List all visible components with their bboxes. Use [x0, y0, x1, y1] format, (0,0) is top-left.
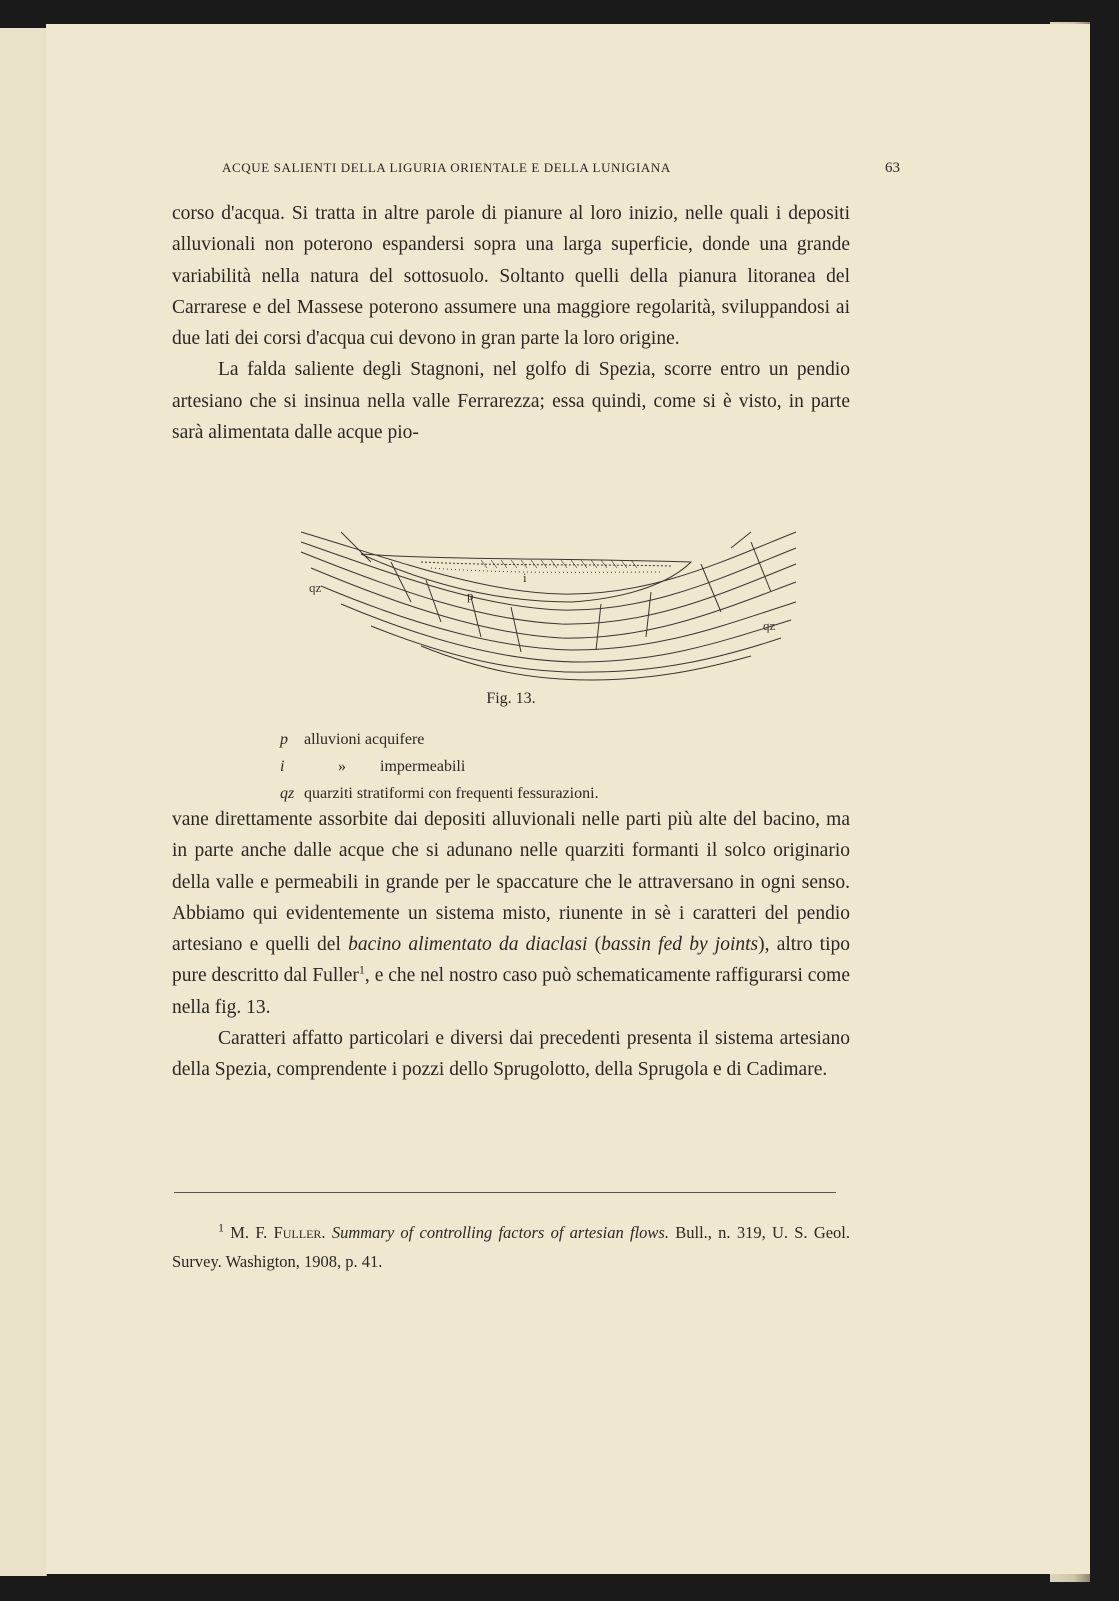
impermeable-lens — [431, 568, 661, 572]
legend-row — [280, 726, 840, 753]
hatch-line — [481, 560, 637, 568]
footnote-marker: 1 — [218, 1220, 224, 1235]
paragraph-3-italic-2: bassin fed by joints — [601, 934, 759, 956]
footnote-reference[interactable]: 1 — [358, 962, 365, 977]
stratum-line — [301, 532, 796, 594]
paragraph-3-text-a: vane direttamente assorbite dai depositi alluvionali nelle parti più alte del bacino, ma in parte anche dalle acque che si adunano nelle quarziti formanti il solco originario della valle e permeabili in grande per le spaccature che le attraversano in ogni senso. Abbiamo qui evidentemente un sistema misto, riunente in sè i caratteri del pendio artesiano e quelli del — [172, 809, 850, 956]
paragraph-4: Caratteri affatto particolari e diversi dai precedenti presenta il sistema artesiano della Spezia, comprendente i pozzi dello Sprugolotto, della Sprugola e di Cadimare. — [172, 1028, 850, 1081]
footnote-rule — [174, 1192, 836, 1193]
paragraph-2: La falda saliente degli Stagnoni, nel golfo di Spezia, scorre entro un pendio artesiano che si insinua nella valle Ferrarezza; essa quindi, come si è visto, in parte sarà alimentata dalle acque pio- — [172, 359, 850, 444]
label-p: p — [467, 588, 474, 603]
paragraph-1: corso d'acqua. Si tratta in altre parole di pianure al loro inizio, nelle quali i depositi alluvionali non poterono espandersi sopra una larga superficie, donde una grande variabilità nella natura del sottosuolo. Soltanto quelli della pianura litoranea del Carrarese e del Massese poterono assumere una maggiore regolarità, sviluppandosi ai due lati dei corsi d'acqua cui devono in gran parte la loro origine. — [172, 203, 850, 350]
facing-page-edge — [0, 28, 47, 1576]
legend-key: p — [280, 731, 288, 748]
legend-key: qz — [280, 785, 295, 802]
footnote-citation: Bull., n. 319, U. S. Geol. Survey. Washigton, 1908, p. 41. — [172, 1223, 851, 1271]
legend-text: alluvioni acquifere — [304, 731, 425, 748]
fracture-line — [731, 532, 751, 548]
figure-caption: Fig. 13. — [486, 690, 536, 707]
fracture-line — [701, 564, 721, 612]
text-block-top — [172, 198, 850, 448]
legend-ditto-mark: » — [338, 758, 346, 775]
stratum-line — [311, 568, 796, 638]
running-head — [222, 160, 900, 177]
legend-key: i — [280, 758, 285, 775]
footnote-initials: M. F. — [230, 1223, 268, 1242]
figure-legend — [280, 726, 840, 807]
fracture-line — [391, 562, 411, 602]
paragraph-3-italic-1: bacino alimentato da diaclasi — [348, 934, 588, 956]
paragraph-3-text-b: ( — [587, 934, 602, 956]
footnote-title: Summary of controlling factors of artesian flows. — [331, 1223, 669, 1242]
page-number: 63 — [885, 160, 900, 176]
paragraph-3 — [172, 804, 850, 1023]
stratum-line — [301, 542, 796, 610]
paragraph-3-text-d: , e che nel nostro caso può schematicamente raffigurarsi come nella fig. 13. — [172, 965, 850, 1018]
stratum-line — [421, 646, 751, 680]
stratum-line — [371, 626, 781, 672]
book-page — [46, 24, 1090, 1574]
figure-13-geological-section — [251, 502, 811, 702]
footnote — [172, 1218, 850, 1276]
stratum-line — [301, 552, 796, 624]
legend-text: impermeabili — [380, 758, 466, 775]
running-title: ACQUE SALIENTI DELLA LIGURIA ORIENTALE E DELLA LUNIGIANA — [222, 160, 671, 175]
stratum-line — [341, 604, 791, 662]
impermeable-lens — [421, 562, 671, 566]
label-i: i — [523, 570, 527, 585]
fracture-line — [471, 597, 481, 637]
footnote-text — [172, 1218, 850, 1276]
footnote-author: Fuller. — [273, 1223, 326, 1242]
fracture-line — [751, 542, 771, 592]
paragraph-3-text-c: ), altro tipo pure descritto dal Fuller — [172, 934, 850, 987]
legend-text: quarziti stratiformi con frequenti fessurazioni. — [304, 785, 599, 802]
label-qz-right: qz — [763, 618, 776, 633]
text-block-bottom — [172, 804, 850, 1086]
fracture-line — [596, 604, 601, 650]
legend-row — [280, 780, 840, 807]
legend-row — [280, 753, 840, 780]
label-qz-left: qz — [309, 580, 322, 595]
